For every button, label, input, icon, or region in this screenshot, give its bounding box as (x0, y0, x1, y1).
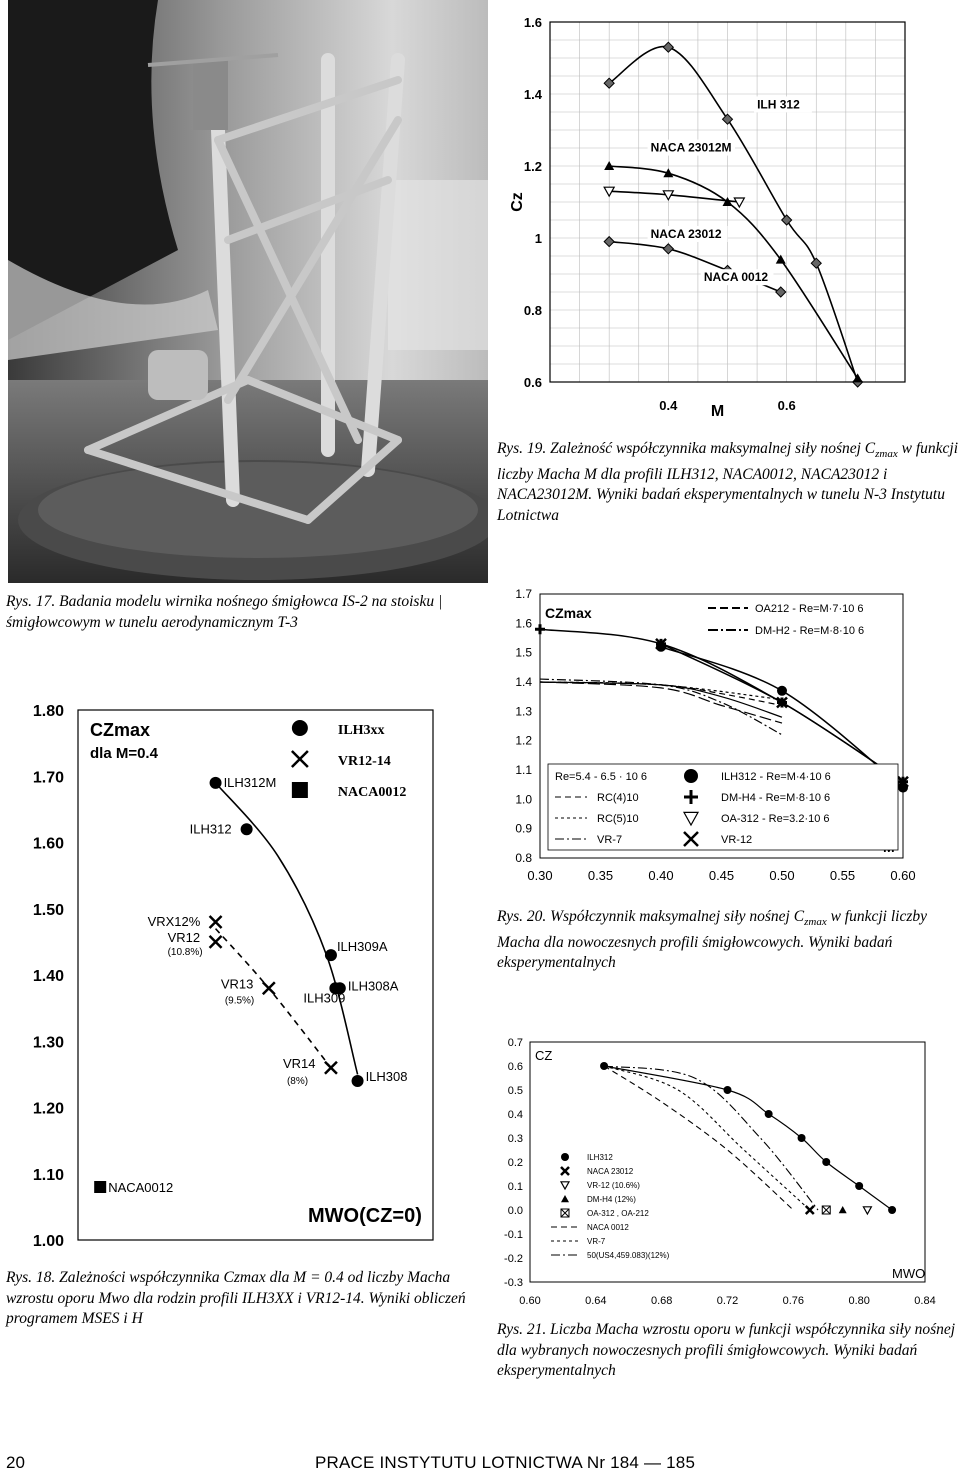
y-tick-label: 0.7 (507, 1037, 523, 1049)
y-tick-label: 0.3 (507, 1133, 523, 1145)
data-point (663, 244, 673, 254)
data-point (822, 1158, 830, 1166)
point-label: ILH309 (303, 990, 346, 1006)
point-label: VR12 (167, 929, 201, 945)
data-point (822, 1206, 830, 1214)
series-line (604, 1066, 892, 1210)
legend-label: ILH3xx (337, 723, 385, 738)
y-tick-label: 1.40 (32, 968, 64, 985)
legend-marker (292, 782, 308, 798)
x-tick-label: 0.60 (890, 868, 916, 883)
data-point (241, 823, 253, 835)
y-tick-label: 1.5 (515, 645, 532, 660)
chart-fig18 (8, 695, 448, 1255)
series-line (540, 682, 782, 723)
x-tick-label: 0.64 (585, 1295, 607, 1307)
data-point (210, 916, 222, 928)
legend-marker (292, 751, 308, 767)
y-tick-label: 1.10 (32, 1166, 64, 1184)
chart-title: CZmax (545, 605, 592, 621)
point-label: ILH308A (347, 978, 399, 994)
data-point (853, 373, 863, 382)
data-point (811, 258, 821, 268)
data-point (777, 686, 787, 696)
legend-label: OA212 - Re=M·7·10 6 (755, 603, 864, 615)
y-tick-label: 0.5 (507, 1085, 523, 1097)
y-tick-label: 1.50 (32, 901, 64, 919)
point-label: ILH312 (189, 821, 232, 837)
point-note: (10.8%) (167, 946, 203, 958)
legend-label: RC(5)10 (597, 813, 639, 825)
y-tick-label: 1.70 (32, 769, 64, 787)
legend-marker (684, 769, 698, 783)
chart-subtitle: dla M=0.4 (90, 745, 158, 762)
y-tick-label: 0.8 (523, 303, 542, 318)
data-point (263, 982, 275, 994)
y-tick-label: 1.00 (32, 1233, 64, 1250)
series-line (661, 644, 903, 782)
plot-frame (530, 1042, 925, 1282)
legend-marker (561, 1195, 569, 1202)
legend-marker (292, 720, 308, 736)
data-point (888, 1206, 896, 1214)
series-line (540, 682, 782, 706)
x-tick-label: 0.55 (829, 868, 856, 883)
y-tick-label: 1 (534, 231, 542, 246)
data-point (325, 1062, 337, 1074)
point-label: VR13 (220, 976, 254, 992)
point-label: VR14 (282, 1055, 316, 1071)
x-axis-label: M (710, 403, 725, 420)
annotation: MWO(CZ=0) (308, 1205, 422, 1227)
data-point (600, 1062, 608, 1070)
x-tick-label: 0.72 (716, 1295, 739, 1307)
legend-marker (561, 1167, 569, 1175)
x-tick-label: 0.80 (848, 1295, 870, 1307)
x-tick-label: 0.35 (587, 868, 614, 883)
data-point (210, 936, 222, 948)
data-point (724, 1086, 732, 1094)
legend-label: Re=5.4 - 6.5 · 10 6 (555, 771, 648, 783)
legend-label: ILH312 (587, 1153, 613, 1162)
data-point (723, 114, 733, 124)
x-tick-label: 0.30 (527, 868, 553, 883)
caption-fig17: Rys. 17. Badania modelu wirnika nośnego śmigłowca IS-2 na stoisku |śmigłowcowym w tunelu aerodynamicznym T-3 (6, 593, 443, 631)
y-tick-label: 1.2 (515, 733, 532, 748)
legend-label: OA-312 , OA-212 (587, 1209, 649, 1218)
page-number: 20 (6, 1453, 25, 1472)
data-point (855, 1182, 863, 1190)
caption-fig18: Rys. 18. Zależności współczynnika Czmax dla M = 0.4 od liczby Macha wzrostu oporu Mwo dla rodzin profili ILH3XX i VR12-14. Wyniki obliczeń programem MSES i H (6, 1269, 466, 1327)
chart-fig21 (495, 1032, 960, 1312)
chart-fig20 (495, 584, 960, 894)
y-tick-label: 0.8 (515, 851, 532, 865)
legend-label: DM-H4 - Re=M·8·10 6 (721, 792, 831, 804)
data-point (325, 949, 337, 961)
data-point (782, 215, 792, 225)
y-tick-label: -0.1 (504, 1229, 523, 1241)
y-tick-label: 1.4 (515, 675, 532, 689)
chart-title: CZmax (90, 720, 151, 740)
series-label: NACA 23012M (650, 140, 732, 155)
x-tick-label: 0.68 (650, 1295, 673, 1307)
y-tick-label: 1.4 (523, 87, 542, 102)
x-tick-label: 0.76 (782, 1295, 805, 1307)
test-stand-photo (8, 0, 488, 583)
data-point (734, 198, 744, 207)
data-point (663, 42, 673, 52)
legend-label: DM-H4 (12%) (587, 1195, 636, 1204)
legend-label: NACA0012 (337, 785, 407, 800)
y-tick-label: 0.2 (507, 1157, 523, 1169)
data-point (839, 1206, 847, 1213)
series-label: NACA 0012 (703, 270, 769, 285)
point-label: ILH308 (365, 1069, 408, 1084)
ilh-curve (216, 783, 358, 1075)
point-note: (9.5%) (224, 995, 255, 1007)
y-tick-label: 0.4 (507, 1109, 523, 1121)
y-tick-label: 1.30 (32, 1034, 64, 1052)
y-tick-label: -0.2 (504, 1253, 523, 1265)
y-tick-label: 1.3 (515, 704, 532, 719)
data-point (798, 1134, 806, 1142)
y-tick-label: 1.6 (523, 15, 542, 30)
legend-label: NACA 23012 (587, 1167, 634, 1176)
point-label: NACA0012 (108, 1180, 174, 1195)
y-tick-label: 1.1 (515, 763, 532, 777)
legend-label: VR-7 (597, 834, 623, 846)
x-tick-label: 0.84 (914, 1295, 936, 1307)
legend-label: ILH312 - Re=M·4·10 6 (721, 771, 831, 783)
legend-label: 50(US4,459.083)(12%) (587, 1251, 670, 1260)
data-point (765, 1110, 773, 1118)
caption-fig20: Rys. 20. Współczynnik maksymalnej siły nośnej $C_{zmax}$ w funkcji liczby Macha dla nowoczesnych profili śmigłowcowych. Wyniki badań eksperymentalnych (497, 908, 927, 972)
series-label: NACA 23012 (650, 227, 722, 241)
caption-fig19: Rys. 19. Zależność współczynnika maksymalnej siły nośnej $C_{zmax}$ w funkcji liczby Macha M dla profili ILH312, NACA0012, NACA23012 i NACA23012M. Wyniki badań eksperymentalnych w tunelu N-3 Instytutu Lotnictwa (497, 440, 959, 524)
legend-marker (561, 1153, 569, 1161)
y-axis-label: CZ (535, 1048, 553, 1063)
y-tick-label: 0.6 (507, 1061, 523, 1073)
data-point (94, 1181, 106, 1193)
y-tick-label: 1.2 (523, 159, 542, 174)
y-tick-label: 1.20 (32, 1100, 64, 1118)
x-tick-label: 0.45 (708, 868, 735, 883)
series-label: ILH 312 (757, 97, 800, 112)
y-tick-label: 0.6 (523, 375, 542, 390)
caption-fig21: Rys. 21. Liczba Macha wzrostu oporu w funkcji współczynnika siły nośnej dla wybranych nowoczesnych profili śmigłowcowych. Wyniki badań eksperymentalnych (497, 1321, 956, 1379)
x-tick-label: 0.60 (519, 1295, 541, 1307)
legend-label: VR-12 (10.6%) (587, 1181, 640, 1190)
data-point (806, 1206, 814, 1214)
x-axis-label: MWO (892, 1266, 926, 1281)
legend-label: VR-7 (587, 1237, 606, 1246)
point-label: VRX12% (147, 914, 201, 929)
y-tick-label: 1.6 (515, 616, 532, 631)
data-point (210, 777, 222, 789)
x-tick-label: 0.6 (777, 398, 796, 413)
y-tick-label: -0.3 (504, 1277, 523, 1289)
legend-marker (561, 1182, 569, 1189)
y-tick-label: 0.1 (507, 1181, 523, 1193)
legend-label: VR12-14 (337, 754, 391, 769)
legend-label: OA-312 - Re=3.2·10 6 (721, 813, 830, 825)
data-point (863, 1207, 871, 1214)
legend-label: DM-H2 - Re=M·8·10 6 (755, 625, 865, 637)
y-tick-label: 1.7 (515, 587, 532, 601)
y-tick-label: 1.0 (515, 792, 532, 807)
y-tick-label: 0.9 (515, 821, 532, 836)
y-tick-label: 1.80 (32, 703, 64, 720)
legend-label: NACA 0012 (587, 1223, 629, 1232)
legend-label: RC(4)10 (597, 792, 639, 804)
y-tick-label: 0.0 (507, 1205, 523, 1217)
data-point (604, 161, 614, 170)
point-note: (8%) (286, 1075, 309, 1087)
y-axis-label: Cz (509, 192, 526, 212)
data-point (535, 624, 545, 634)
legend-label: VR-12 (721, 834, 753, 846)
x-tick-label: 0.4 (659, 398, 678, 413)
point-label: ILH309A (336, 939, 388, 955)
y-tick-label: 1.60 (32, 835, 64, 853)
journal-title: PRACE INSTYTUTU LOTNICTWA Nr 184 — 185 (315, 1453, 696, 1472)
data-point (352, 1075, 364, 1087)
legend-marker (561, 1209, 569, 1217)
data-point (776, 287, 786, 297)
chart-fig19 (500, 0, 960, 430)
point-label: ILH312M (223, 774, 277, 790)
x-tick-label: 0.50 (769, 868, 795, 883)
x-tick-label: 0.40 (648, 868, 674, 883)
series-line (609, 47, 858, 382)
